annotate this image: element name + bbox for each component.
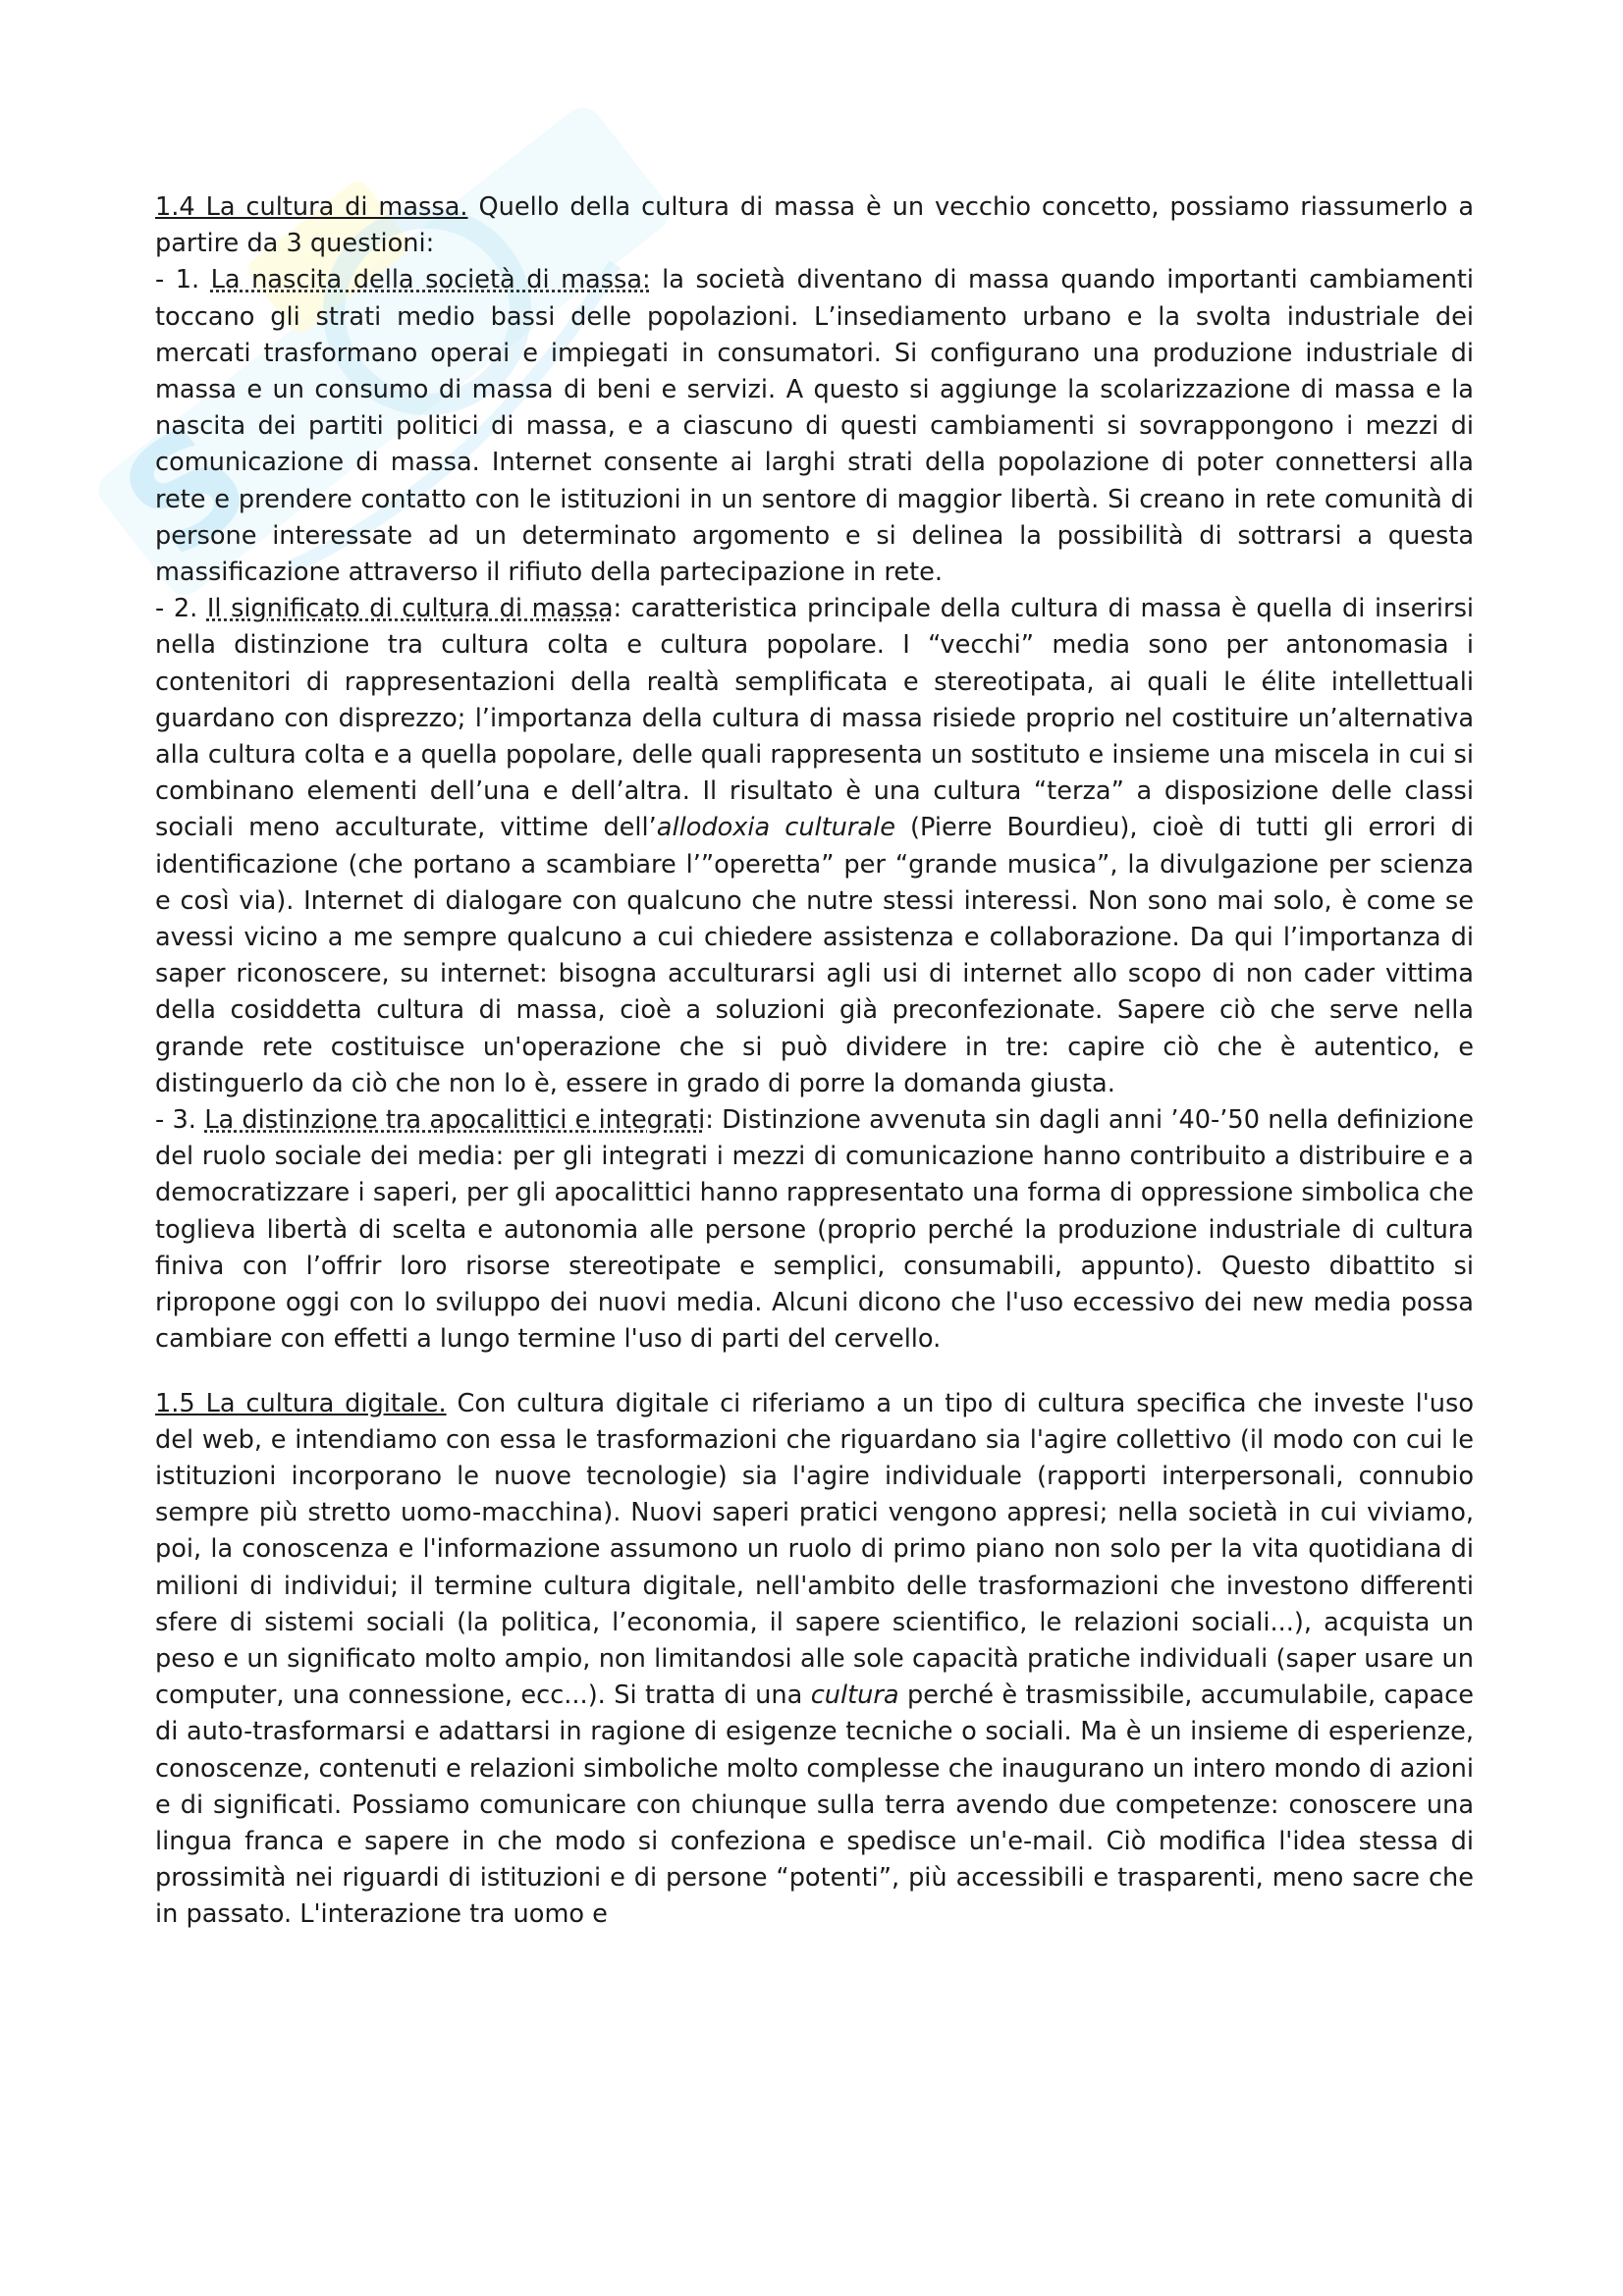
section-1-4-intro: Quello della cultura di massa è un vecchio concetto, possiamo riassumerlo a partire da 3 questioni:: [155, 192, 1475, 259]
point-2-text-b: (Pierre Bourdieu), cioè di tutti gli errori di identificazione (che portano a scambiare l’”operetta” per “grande musica”, la divulgazione per scienza e così via). Internet di dialogare con qualcuno che nutre stessi interessi. Non sono mai solo, è come se avessi vicino a me sempre qualcuno a cui chiedere assistenza e collaborazione. Da qui l’importanza di saper riconoscere, su internet: bisogna acculturarsi agli usi di internet allo scopo di non cader vittima della cosiddetta cultura di massa, cioè a soluzioni già preconfezionate. Sapere ciò che serve nella grande rete costituisce un'operazione che si può dividere in tre: capire ciò che è autentico, e distinguerlo da ciò che non lo è, essere in grado di porre la domanda giusta.: [155, 813, 1474, 1098]
point-1-prefix: - 1.: [155, 265, 200, 295]
point-1-paragraph: [155, 262, 1474, 591]
point-1-title: La nascita della società di massa:: [210, 265, 651, 295]
section-1-4-heading: 1.4 La cultura di massa.: [155, 192, 468, 222]
point-2-paragraph: [155, 591, 1474, 1102]
point-2-italic-term: allodoxia culturale: [656, 813, 895, 843]
section-1-4: [155, 189, 1474, 262]
document-page: [155, 189, 1474, 1934]
section-1-5-text-a: Con cultura digitale ci riferiamo a un tipo di cultura specifica che investe l'uso del web, e intendiamo con essa le trasformazioni che riguardano sia l'agire collettivo (il modo con cui le istituzioni incorporano le nuove tecnologie) sia l'agire individuale (rapporti interpersonali, connubio sempre più stretto uomo-macchina). Nuovi saperi pratici vengono appresi; nella società in cui viviamo, poi, la conoscenza e l'informazione assumono un ruolo di primo piano non solo per la vita quotidiana di milioni di individui; il termine cultura digitale, nell'ambito delle trasformazioni che investono differenti sfere di sistemi sociali (la politica, l’economia, il sapere scientifico, le relazioni sociali...), acquista un peso e un significato molto ampio, non limitandosi alle sole capacità pratiche individuali (saper usare un computer, una connessione, ecc...). Si tratta di una: [155, 1388, 1475, 1711]
section-1-5: [155, 1386, 1474, 1934]
point-2-prefix: - 2.: [155, 594, 198, 624]
point-3-paragraph: [155, 1102, 1474, 1358]
section-1-5-text-b: perché è trasmissibile, accumulabile, capace di auto-trasformarsi e adattarsi in ragione di esigenze tecniche o sociali. Ma è un insieme di esperienze, conoscenze, contenuti e relazioni simboliche molto complesse che inaugurano un intero mondo di azioni e di significati. Possiamo comunicare con chiunque sulla terra avendo due competenze: conoscere una lingua franca e sapere in che modo si confeziona e spedisce un'e-mail. Ciò modifica l'idea stessa di prossimità nei riguardi di istituzioni e di persone “potenti”, più accessibili e trasparenti, meno sacre che in passato. L'interazione tra uomo e: [155, 1681, 1474, 1930]
point-3-text: : Distinzione avvenuta sin dagli anni ’40-’50 nella definizione del ruolo sociale dei media: per gli integrati i mezzi di comunicazione hanno contribuito a distribuire e a democratizzare i saperi, per gli apocalittici hanno rappresentato una forma di oppressione simbolica che toglieva libertà di scelta e autonomia alle persone (proprio perché la produzione industriale di cultura finiva con l’offrir loro risorse stereotipate e semplici, consumabili, appunto). Questo dibattito si ripropone oggi con lo sviluppo dei nuovi media. Alcuni dicono che l'uso eccessivo dei new media possa cambiare con effetti a lungo termine l'uso di parti del cervello.: [155, 1105, 1474, 1355]
point-2-title: Il significato di cultura di massa: [206, 594, 614, 624]
section-1-5-italic-term: cultura: [810, 1681, 899, 1711]
point-3-title: La distinzione tra apocalittici e integrati: [204, 1105, 706, 1136]
watermark-letter-s: S: [92, 391, 282, 592]
section-1-5-heading: 1.5 La cultura digitale.: [155, 1388, 447, 1418]
point-3-prefix: - 3.: [155, 1105, 196, 1136]
point-1-text: la società diventano di massa quando importanti cambiamenti toccano gli strati medio bassi delle popolazioni. L’insediamento urbano e la svolta industriale dei mercati trasformano operai e impiegati in consumatori. Si configurano una produzione industriale di massa e un consumo di massa di beni e servizi. A questo si aggiunge la scolarizzazione di massa e la nascita dei partiti politici di massa, e a ciascuno di questi cambiamenti si sovrappongono i mezzi di comunicazione di massa. Internet consente ai larghi strati della popolazione di poter connettersi alla rete e prendere contatto con le istituzioni in un sentore di maggior libertà. Si creano in rete comunità di persone interessate ad un determinato argomento e si delinea la possibilità di sottrarsi a questa massificazione attraverso il rifiuto della partecipazione in rete.: [155, 265, 1475, 588]
point-2-text-a: : caratteristica principale della cultura di massa è quella di inserirsi nella distinzione tra cultura colta e cultura popolare. I “vecchi” media sono per antonomasia i contenitori di rappresentazioni della realtà semplificata e stereotipata, ai quali le élite intellettuali guardano con disprezzo; l’importanza della cultura di massa risiede proprio nel costituire un’alternativa alla cultura colta e a quella popolare, delle quali rappresenta un sostituto e insieme una miscela in cui si combinano elementi dell’una e dell’altra. Il risultato è una cultura “terza” a disposizione delle classi sociali meno acculturate, vittime dell’: [155, 594, 1475, 843]
